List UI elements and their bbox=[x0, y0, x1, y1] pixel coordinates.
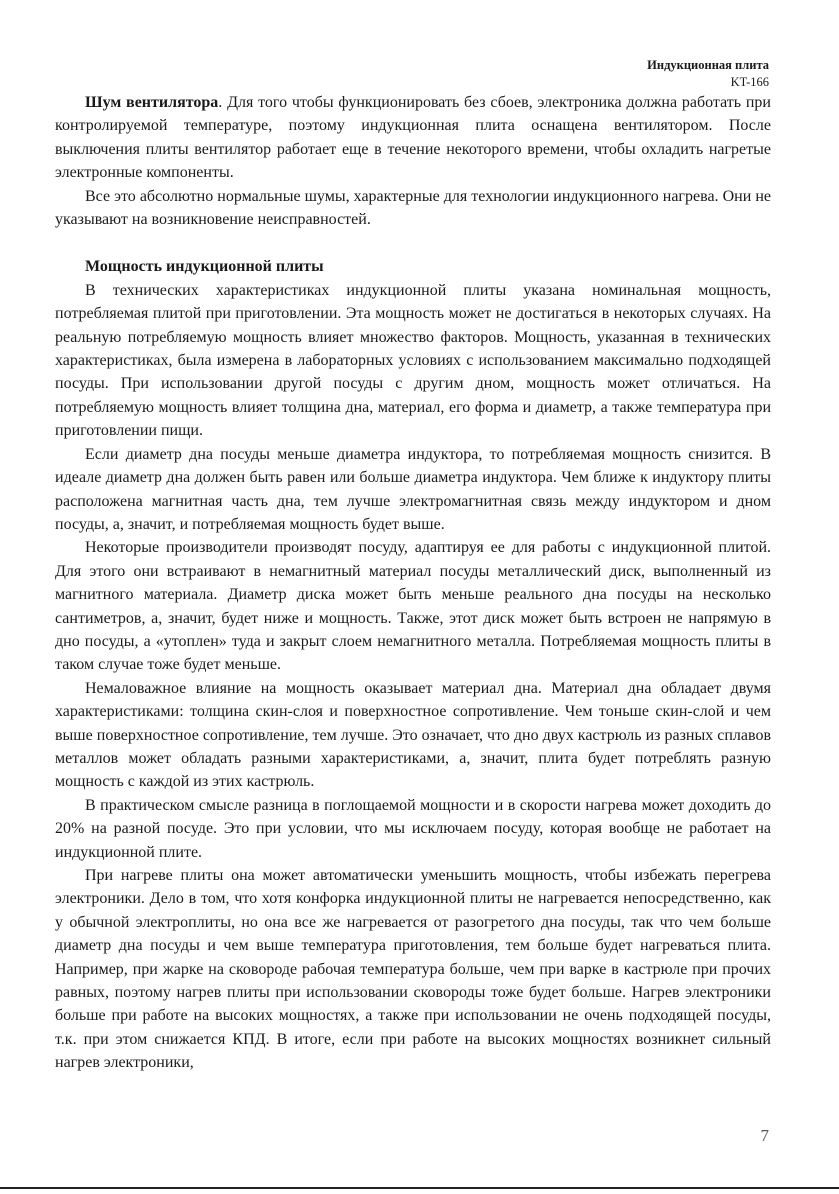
page-number: 7 bbox=[760, 1126, 769, 1145]
paragraph-fan-noise bbox=[55, 91, 771, 185]
fan-noise-term: Шум вентилятора bbox=[85, 94, 219, 111]
paragraph: В практическом смысле разница в поглощаемой мощности и в скорости нагрева может доходить до 20% на разной посуде. Это при условии, что мы исключаем посуду, которая вообще не работает на индукционной плите. bbox=[55, 796, 771, 861]
paragraph: Если диаметр дна посуды меньше диаметра индуктора, то потребляемая мощность снизится. В идеале диаметр дна должен быть равен или больше диаметра индуктора. Чем ближе к индуктору плиты расположена магнитная часть дна, тем лучше электромагнитная связь между индуктором и дном посуды, а, значит, и потребляемая мощность будет выше. bbox=[55, 445, 771, 533]
bottom-divider bbox=[0, 1187, 839, 1189]
running-header bbox=[647, 57, 769, 91]
paragraph: Немаловажное влияние на мощность оказывает материал дна. Материал дна обладает двумя характеристиками: толщина скин-слоя и поверхностное сопротивление. Чем тоньше скин-слой и чем выше поверхностное сопротивление, тем лучше. Это означает, что дно двух кастрюль из разных сплавов металлов может обладать разными характеристиками, а, значит, плита будет потреблять разную мощность с каждой из этих кастрюль. bbox=[55, 679, 771, 791]
body-text bbox=[55, 91, 771, 1075]
paragraph: При нагреве плиты она может автоматически уменьшить мощность, чтобы избежать перегрева электроники. Дело в том, что хотя конфорка индукционной плиты не нагревается непосредственно, как у обычной электроплиты, но она все же нагревается от разогретого дна посуды, так что чем больше диаметр дна посуды и чем выше температура приготовления, тем больше будет нагреваться плита. Например, при жарке на сковороде рабочая температура больше, чем при варке в кастрюле при прочих равных, поэтому нагрев плиты при использовании сковороды тоже будет больше. Нагрев электроники больше при работе на высоких мощностях, а также при использовании не очень подходящей посуды, т.к. при этом снижается КПД. В итоге, если при работе на высоких мощностях возникнет сильный нагрев электроники, bbox=[55, 867, 771, 1072]
header-model: KT-166 bbox=[730, 75, 769, 89]
paragraph: В технических характеристиках индукционной плиты указана номинальная мощность, потребляемая плитой при приготовлении. Эта мощность может не достигаться в некоторых случаях. На реальную потребляемую мощность влияет множество факторов. Мощность, указанная в технических характеристиках, была измерена в лабораторных условиях с использованием максимально подходящей посуды. При использовании другой посуды с другим дном, мощность может отличаться. На потребляемую мощность влияет толщина дна, материал, его форма и диаметр, а также температура при приготовлении пищи. bbox=[55, 281, 771, 440]
paragraph-normal-noise: Все это абсолютно нормальные шумы, характерные для технологии индукционного нагрева. Они не указывают на возникновение неисправностей. bbox=[55, 187, 771, 229]
fan-noise-text: . Для того чтобы функционировать без сбоев, электроника должна работать при контролируемой температуре, поэтому индукционная плита оснащена вентилятором. После выключения плиты вентилятор работает еще в течение некоторого времени, чтобы охладить нагретые электронные компоненты. bbox=[55, 94, 771, 182]
section-heading: Мощность индукционной плиты bbox=[85, 258, 324, 276]
header-title: Индукционная плита bbox=[647, 58, 769, 72]
paragraph: Некоторые производители производят посуду, адаптируя ее для работы с индукционной плитой. Для этого они встраивают в немагнитный материал посуды металлический диск, выполненный из магнитного материала. Диаметр диска может быть меньше реального дна посуды на несколько сантиметров, а, значит, будет ниже и мощность. Также, этот диск может быть встроен не напрямую в дно посуды, а «утоплен» туда и закрыт слоем немагнитного металла. Потребляемая мощность плиты в таком случае тоже будет меньше. bbox=[55, 539, 771, 674]
